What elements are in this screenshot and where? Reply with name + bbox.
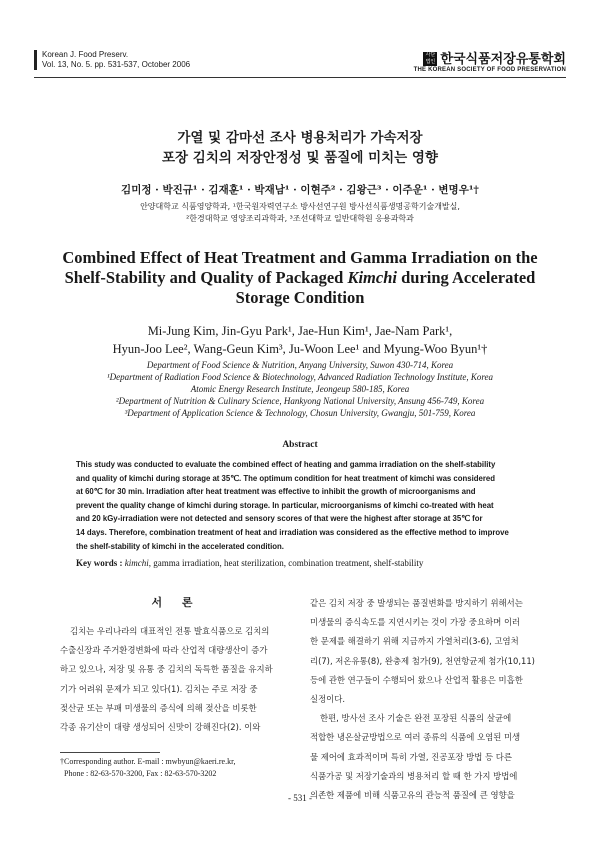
intro-left-line: 각종 유기산이 대량 생성되어 신맛이 강해진다(2). 이와 xyxy=(60,722,261,733)
korean-title-line-1: 가열 및 감마선 조사 병용처리가 가속저장 xyxy=(177,130,423,146)
intro-right-line: 등에 관한 연구들이 수행되어 왔으나 산업적 활용은 미흡한 xyxy=(310,674,523,685)
header-divider xyxy=(34,77,566,78)
english-affiliations xyxy=(40,359,560,419)
abstract-line: at 60℃ for 30 min. Irradiation after heat treatment was effective to inhibit the growth of microorganisms and xyxy=(76,487,476,497)
intro-left-line: 기가 어려워 문제가 되고 있다(1). 김치는 주로 저장 중 xyxy=(60,683,258,694)
intro-heading: 서 론 xyxy=(151,596,201,609)
journal-citation xyxy=(34,50,190,70)
intro-left-line: 젖산균 또는 부패 미생물의 증식에 의해 젖산을 비롯한 xyxy=(60,702,257,713)
korean-affiliation-line-1: 안양대학교 식품영양학과, ¹한국원자력연구소 방사선연구원 방사선식품생명공학기술개발실, xyxy=(140,202,460,211)
english-title-line-1: Combined Effect of Heat Treatment and Gamma Irradiation on the xyxy=(62,248,538,267)
society-name-en: THE KOREAN SOCIETY OF FOOD PRESERVATION xyxy=(413,67,566,73)
intro-right-line: 한편, 방사선 조사 기술은 완전 포장된 식품의 살균에 xyxy=(320,713,512,724)
korean-authors: 김미정 · 박진규¹ · 김재훈¹ · 박재남¹ · 이현주² · 김왕근³ · 이주운¹ · 변명우¹† xyxy=(121,184,479,196)
intro-left-line: 수출신장과 주거환경변화에 따라 산업적 대량생산이 증가 xyxy=(60,645,268,656)
society-emblem-icon: 사단 법인 xyxy=(423,52,437,66)
korean-affiliations xyxy=(0,201,600,225)
keywords-label: Key words : xyxy=(76,558,125,568)
intro-right-line: 같은 김치 저장 중 발생되는 품질변화를 방지하기 위해서는 xyxy=(310,598,523,608)
intro-left-line: 하고 있으나, 저장 및 유통 중 김치의 독특한 품질을 유지하 xyxy=(60,664,273,675)
abstract-line: and quality of kimchi during storage at 35℃. The optimum condition for heat treatment of kimchi was considered xyxy=(76,473,496,483)
intro-right-line: 물 제어에 효과적이며 특히 가열, 진공포장 방법 등 다른 xyxy=(310,751,512,762)
footnote xyxy=(60,756,300,780)
affiliation-3: ³Department of Application Science & Technology, Chosun University, Gwangju, 501-759, Korea xyxy=(124,408,476,418)
english-authors xyxy=(40,322,560,358)
footnote-divider xyxy=(60,752,160,753)
korean-title-line-2: 포장 김치의 저장안정성 및 품질에 미치는 영향 xyxy=(162,150,438,166)
abstract-line: and 20 kGy-irradiation were not detected and sensory scores of that were the highest after storage at 35℃ for xyxy=(76,514,483,524)
footnote-line-1: †Corresponding author. E-mail : mwbyun@kaeri.re.kr, xyxy=(60,757,236,766)
intro-right-line: 미생물의 증식속도를 지연시키는 것이 가장 중요하며 이러 xyxy=(310,617,521,628)
english-title-line-3: Storage Condition xyxy=(235,288,365,307)
affiliation-2: ²Department of Nutrition & Culinary Science, Hankyong National University, Ansung 456-749, Korea xyxy=(115,396,485,406)
abstract-line: prevent the quality change of kimchi during storage. In particular, microorganisms of kimchi co-treated with heat xyxy=(76,500,494,510)
english-title-line-2-post: during Accelerated xyxy=(396,268,536,287)
journal-name: Korean J. Food Preserv. xyxy=(42,50,129,59)
intro-right-line: 리(7), 저온유통(8), 완충제 첨가(9), 천연항균제 첨가(10,11) xyxy=(310,655,535,666)
journal-volume: Vol. 13, No. 5. pp. 531-537, October 2006 xyxy=(42,60,191,69)
korean-affiliation-line-2: ²한경대학교 영양조리과학과, ³조선대학교 일반대학원 응용과학과 xyxy=(186,214,414,223)
english-authors-line-1: Mi-Jung Kim, Jin-Gyu Park¹, Jae-Hun Kim¹, Jae-Nam Park¹, xyxy=(147,324,453,338)
keywords xyxy=(76,558,540,568)
intro-right-line: 한 문제를 해결하기 위해 지금까지 가열처리(3-6), 고염처 xyxy=(310,636,519,647)
english-title-line-2-pre: Shelf-Stability and Quality of Packaged xyxy=(64,268,348,287)
abstract-heading: Abstract xyxy=(282,440,318,450)
society-name-ko-row xyxy=(414,48,566,67)
society-logo xyxy=(414,48,566,73)
english-authors-line-2: Hyun-Joo Lee², Wang-Geun Kim³, Ju-Woon Lee¹ and Myung-Woo Byun¹† xyxy=(112,342,488,356)
intro-right-line: 적합한 냉온살균방법으로 여러 종류의 식품에 오염된 미생 xyxy=(310,732,521,743)
english-title-kimchi: Kimchi xyxy=(347,268,397,287)
english-title-line-2 xyxy=(40,268,560,288)
society-name-ko: 한국식품저장유통학회 xyxy=(440,52,566,67)
intro-right-line: 식품가공 및 저장기술과의 병용처리 할 때 한 가지 방법에 xyxy=(310,770,518,781)
affiliation-0: Department of Food Science & Nutrition, Anyang University, Suwon 430-714, Korea xyxy=(146,360,454,370)
keyword-kimchi: kimchi xyxy=(124,558,149,568)
affiliation-1: ¹Department of Radiation Food Science & Biotechnology, Advanced Radiation Technology Institute, Korea xyxy=(106,372,494,382)
abstract-line: This study was conducted to evaluate the combined effect of heating and gamma irradiation on the shelf-stability xyxy=(76,460,496,469)
intro-right-line: 의존한 제품에 비해 식품고유의 관능적 품질에 큰 영향을 xyxy=(310,790,515,801)
intro-right-line: 실정이다. xyxy=(310,694,346,705)
abstract-body xyxy=(76,458,524,553)
english-title xyxy=(40,248,560,308)
keywords-rest: , gamma irradiation, heat sterilization, combination treatment, shelf-stability xyxy=(148,558,424,568)
abstract-line: the shelf-stability of kimchi in the accelerated condition. xyxy=(76,541,284,551)
affiliation-1-cont: Atomic Energy Research Institute, Jeongeup 580-185, Korea xyxy=(190,384,410,394)
intro-right-column xyxy=(310,594,542,805)
footnote-line-2: Phone : 82-63-570-3200, Fax : 82-63-570-3202 xyxy=(64,769,217,778)
page-number: - 531 - xyxy=(288,793,312,803)
abstract-line: 14 days. Therefore, combination treatment of heat and irradiation was considered as the effective method to improve xyxy=(76,527,509,537)
korean-title xyxy=(0,128,600,168)
intro-left-line: 김치는 우리나라의 대표적인 전통 발효식품으로 김치의 xyxy=(70,626,270,636)
intro-left-column xyxy=(60,622,292,737)
